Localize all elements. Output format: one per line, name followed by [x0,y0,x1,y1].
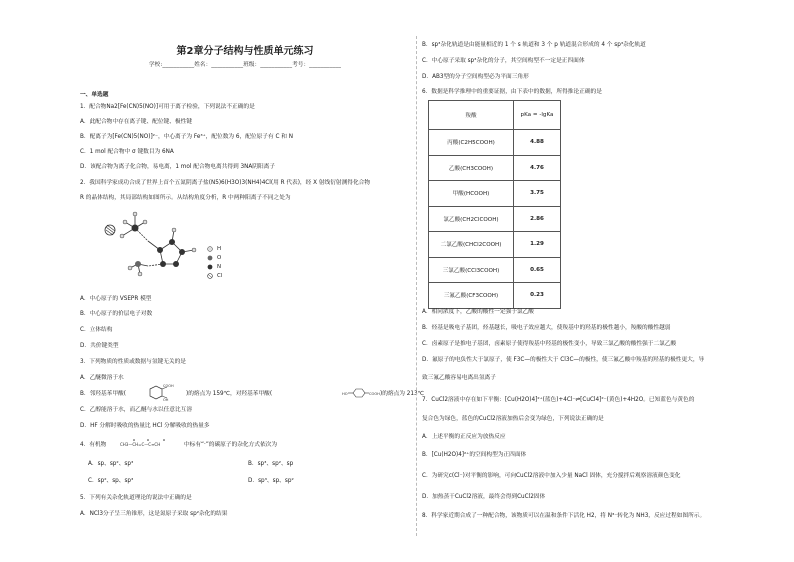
q1-option-c: C．1 mol 配合物中 σ 键数目为 6NA [80,149,174,155]
q2-stem-line2: R 的晶体结构，其局部结构如图所示。从结构角度分析，R 中两种阳离子不同之处为 [80,195,291,201]
pka-table [428,100,561,309]
table-cell-acid: 氯乙酸(CH2ClCOOH) [429,206,514,232]
table-cell-acid: 丙酸(C2H5COOH) [429,130,514,156]
table-row [429,257,561,283]
q4-option-b: B．sp³、sp²、sp [248,461,294,467]
table-header-row [429,101,561,130]
section-heading: 一、单选题 [80,92,109,98]
table-cell-acid: 三氯乙酸(CCl3COOH) [429,257,514,283]
q1-option-d: D．该配合物为离子化合物，易电离，1 mol 配合物电离共得到 3NA阴阳离子 [80,164,276,170]
table-cell-acid: 乙酸(CH3COOH) [429,155,514,181]
column-divider [416,36,418,536]
table-header-cell: 羧酸 [429,101,514,130]
q6-option-a: A．相同浓度下，乙酸的酸性一定强于氯乙酸 [422,309,534,315]
left-column [80,0,425,562]
legend-o: O [217,255,222,261]
table-cell-acid: 三氟乙酸(CF3COOH) [429,283,514,309]
q6-option-c: C．卤素原子是推电子基团，卤素原子使得羧基中羟基的极性变小，导致三氯乙酸的酸性强于二氯乙酸 [422,341,677,347]
q3-option-b-part3: )的熔点为 213℃ [380,391,425,397]
q7-option-d: D．加热蒸干CuCl2溶液，最终会得到CuCl2固体 [422,494,546,500]
table-cell-pka: 0.23 [514,283,561,309]
svg-text:CH3—CH=C—C≡CH: CH3—CH=C—C≡CH [120,442,161,447]
q2-stem-line1: 2．我国科学家成功合成了世界上首个五氮阴离子盐(N5)6(H3O)3(NH4)4Cl(用 R 代表)，经 X 射线衍射测得化合物 [80,180,371,186]
table-cell-pka: 0.65 [514,257,561,283]
table-row [429,130,561,156]
q5-option-b: B．sp³杂化轨道是由能量相近的 1 个 s 轨道和 3 个 p 轨道混合形成的 4 个 sp³杂化轨道 [422,42,646,48]
table-cell-pka: 3.75 [514,181,561,207]
q3-option-b-part1: B．邻羟基苯甲酸( [80,391,126,397]
q3-option-a: A．乙醚微溶于水 [80,375,124,381]
table-cell-pka: 2.86 [514,206,561,232]
q7-option-a: A．上述平衡的正反应为放热反应 [422,434,506,440]
q7-option-b: B．[Cu(H2O)4]²⁺的空间构型为正四面体 [422,452,527,458]
q8-stem: 8．科学家近期合成了一种配合物，该物质可以在温和条件下活化 H2，将 N³⁻转化为 NH3，反应过程如图所示。 [422,513,706,519]
table-row [429,206,561,232]
q1-option-b: B．配离子为[Fe(CN)5(NO)]²⁻，中心离子为 Fe³⁺，配位数为 6，配位原子有 C 和 N [80,134,293,140]
table-cell-pka: 4.88 [514,130,561,156]
q2-option-d: D．共价键类型 [80,343,119,349]
q3-option-b-part2: )的熔点为 159℃，对羟基苯甲酸( [186,391,273,397]
svg-text:COOH: COOH [369,392,380,396]
svg-text:HO: HO [342,392,348,396]
table-cell-acid: 二氯乙酸(CHCl2COOH) [429,232,514,258]
q3-option-d: D．HF 分解时吸收的热量比 HCl 分解吸收的热量多 [80,423,210,429]
right-column [422,0,772,562]
q6-option-b: B．烃基是吸电子基团，烃基越长，吸电子效应越大，使羧基中的羟基的极性越小，羧酸的酸性越弱 [422,325,671,331]
q7-stem-line1: 7．CuCl2溶液中存在如下平衡：[Cu(H2O)4]²⁺(蓝色)+4Cl⁻⇌[CuCl4]²⁻(黄色)+4H2O。已知蓝色与黄色的 [422,397,695,403]
q2-option-c: C．立体结构 [80,327,113,333]
q4-option-a: A．sp、sp²、sp³ [88,461,134,467]
legend-h: H [217,246,222,252]
q7-option-c: C．为研究c(Cl⁻)对平衡的影响，可向CuCl2溶液中加入少量 NaCl 固体，充分搅拌后观察溶液颜色变化 [422,473,681,479]
q5-option-d: D．AB3型的分子空间构型必为平面三角形 [422,74,529,80]
q4-stem-part1: 4．有机物 [80,442,107,448]
q2-option-b: B．中心原子的价层电子对数 [80,311,153,317]
q5-option-c: C．中心原子采取 sp³杂化的分子，其空间构型不一定是正四面体 [422,58,585,64]
q6-option-d-line1: D．氟原子的电负性大于氯原子，使 F3C—的极性大于 Cl3C—的极性，使三氟乙酸中羧基的羟基的极性更大，导 [422,357,705,363]
table-cell-pka: 1.29 [514,232,561,258]
q2-structure-figure [88,206,258,286]
legend-n: N [217,264,222,270]
svg-text:COOH: COOH [163,384,174,388]
q3-option-c: C．乙醇能溶于水，而乙醚与水以任意比互溶 [80,407,193,413]
svg-text:OH: OH [163,398,169,402]
q1-stem: 1．配合物Na2[Fe(CN)5(NO)]可用于离子检验，下列说法不正确的是 [80,104,255,110]
legend-cl: Cl [217,273,223,279]
q4-option-d: D．sp³、sp、sp² [248,478,294,484]
q5-stem: 5．下列有关杂化轨道理论的说法中正确的是 [80,495,192,501]
q1-option-a: A．此配合物中存在离子键、配位键、极性键 [80,119,192,125]
table-row [429,155,561,181]
student-info-line: 学校:___________姓名：___________班级：___________考号：___________ [148,62,342,68]
q2-option-a: A．中心原子的 VSEPR 模型 [80,296,152,302]
table-header-cell: pKa = -lgKa [514,101,561,130]
q4-option-c: C．sp²、sp、sp³ [88,478,134,484]
q7-stem-line2: 复合色为绿色，蓝色的CuCl2溶液加热后会变为绿色，下列说法正确的是 [422,416,604,422]
document-title: 第2章分子结构与性质单元练习 [176,46,314,57]
q4-organic-structure [120,438,182,450]
q4-stem-part2: 中标有“·”的碳原子的杂化方式依次为 [184,442,278,448]
table-row [429,283,561,309]
q5-option-a: A．NCl3分子呈三角锥形，这是氮原子采取 sp²杂化的结果 [80,511,228,517]
table-row [429,232,561,258]
q6-stem: 6．数据是科学推理中的重要证据，由下表中的数据，所得推论正确的是 [422,89,602,95]
q6-option-d-line2: 致三氟乙酸容易电离出氢离子 [422,375,496,381]
table-cell-pka: 4.76 [514,155,561,181]
ortho-hydroxybenzoic-acid-structure [144,384,172,404]
table-row [429,181,561,207]
table-cell-acid: 甲酸(HCOOH) [429,181,514,207]
q3-stem: 3．下列物质的性质或数据与氢键无关的是 [80,359,186,365]
